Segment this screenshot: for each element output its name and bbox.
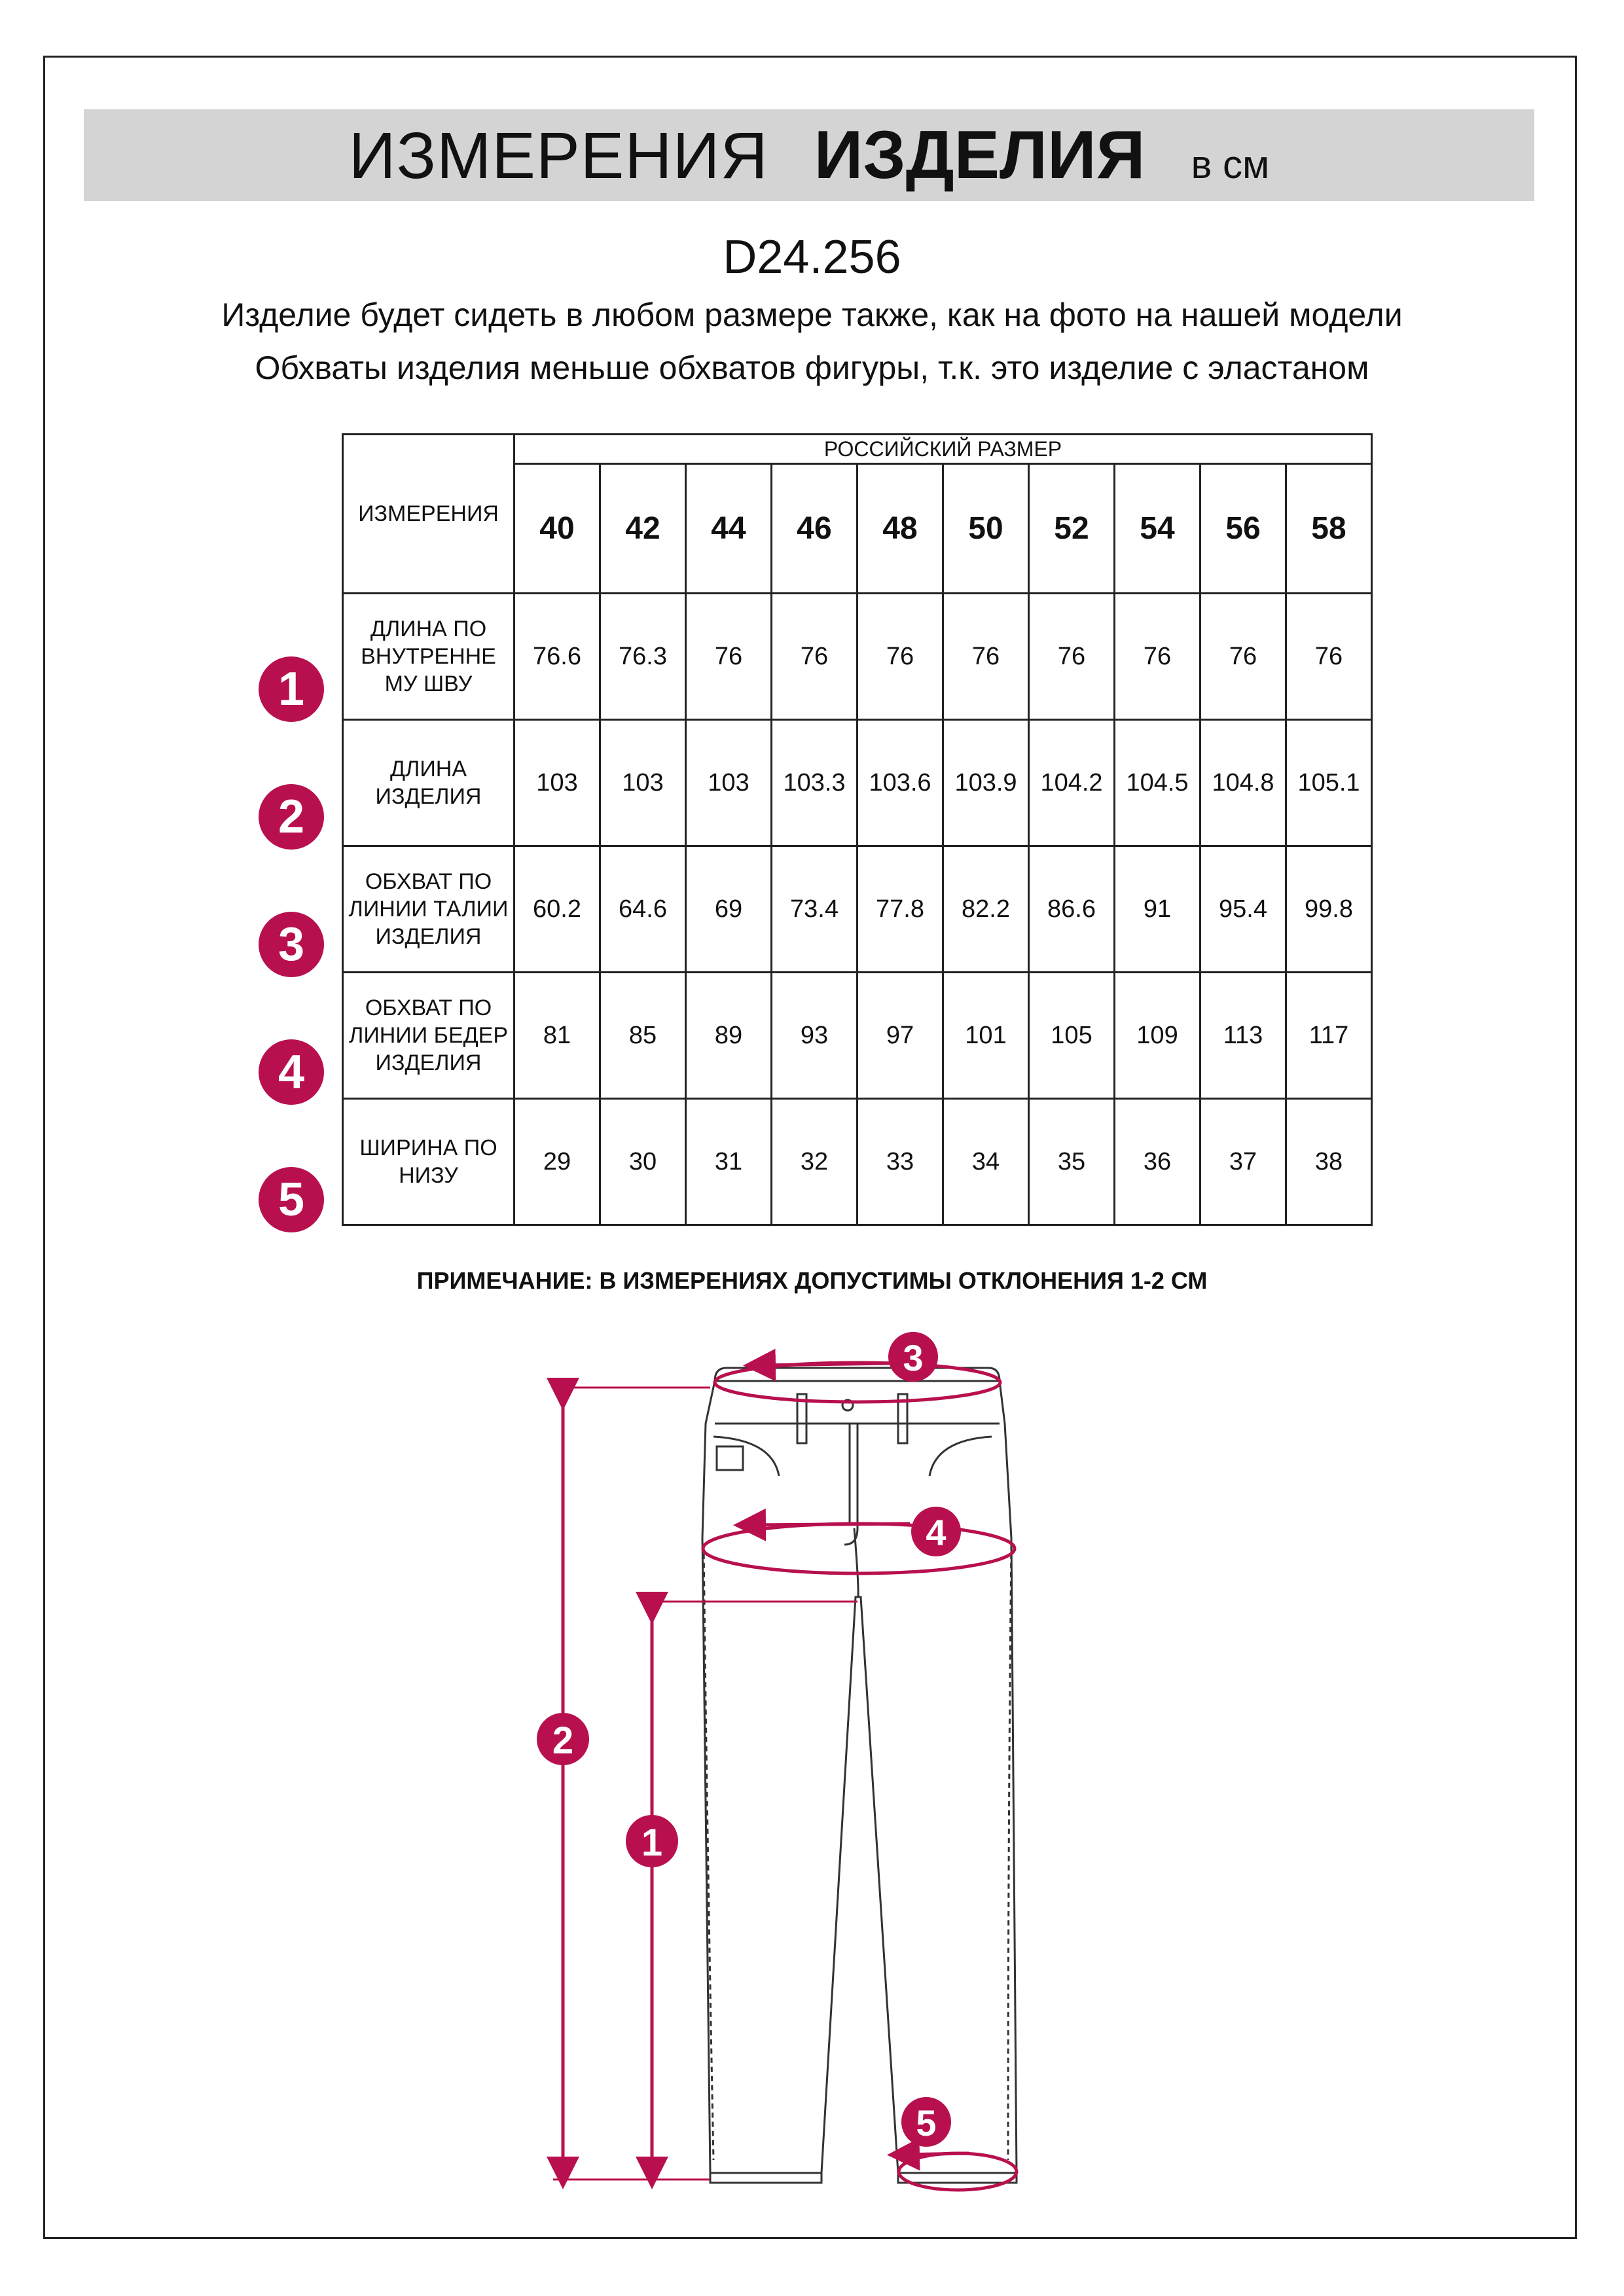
table-cell: 37: [1200, 1099, 1286, 1225]
table-cell: 82.2: [943, 846, 1029, 973]
size-header: 56: [1200, 464, 1286, 594]
table-cell: 97: [857, 973, 943, 1099]
table-cell: 33: [857, 1099, 943, 1225]
table-cell: 104.8: [1200, 720, 1286, 846]
measurements-header: ИЗМЕРЕНИЯ: [343, 435, 514, 594]
title-main: ИЗМЕРЕНИЯ: [348, 119, 768, 192]
hem-ellipse: [899, 2153, 1017, 2190]
row-marker-badge: 2: [259, 784, 324, 850]
table-cell: 109: [1115, 973, 1200, 1099]
diagram-marker-4: [911, 1507, 961, 1556]
table-cell: 76.3: [600, 594, 686, 720]
table-cell: 76: [943, 594, 1029, 720]
table-cell: 93: [772, 973, 857, 1099]
table-cell: 85: [600, 973, 686, 1099]
fit-note-1: Изделие будет сидеть в любом размере также, как на фото на нашей модели: [221, 296, 1403, 333]
size-header: 54: [1115, 464, 1200, 594]
size-header: 58: [1286, 464, 1372, 594]
waist-arrow: [759, 1363, 890, 1365]
table-cell: 76: [1286, 594, 1372, 720]
table-cell: 103.9: [943, 720, 1029, 846]
size-header: 46: [772, 464, 857, 594]
table-cell: 103.3: [772, 720, 857, 846]
title-bold: ИЗДЕЛИЯ: [814, 117, 1146, 193]
size-header: 52: [1029, 464, 1115, 594]
table-cell: 31: [686, 1099, 772, 1225]
row-label: ОБХВАТ ПО ЛИНИИ БЕДЕР ИЗДЕЛИЯ: [343, 973, 514, 1099]
table-cell: 34: [943, 1099, 1029, 1225]
row-label: ШИРИНА ПО НИЗУ: [343, 1099, 514, 1225]
svg-text:3: 3: [903, 1337, 924, 1378]
diagram-marker-3: [888, 1332, 938, 1382]
size-header: 40: [514, 464, 600, 594]
table-cell: 99.8: [1286, 846, 1372, 973]
table-cell: 113: [1200, 973, 1286, 1099]
table-cell: 76: [857, 594, 943, 720]
table-cell: 32: [772, 1099, 857, 1225]
table-cell: 105.1: [1286, 720, 1372, 846]
size-header: 44: [686, 464, 772, 594]
svg-text:5: 5: [916, 2102, 937, 2144]
table-cell: 103: [600, 720, 686, 846]
diagram-marker-1: [626, 1815, 678, 1867]
size-header: 48: [857, 464, 943, 594]
table-cell: 76: [772, 594, 857, 720]
table-cell: 104.2: [1029, 720, 1115, 846]
table-cell: 36: [1115, 1099, 1200, 1225]
hip-ellipse: [703, 1524, 1015, 1573]
table-cell: 103: [686, 720, 772, 846]
jeans-outline: [702, 1368, 1017, 2183]
table-cell: 91: [1115, 846, 1200, 973]
diagram-marker-2: [537, 1713, 589, 1765]
hip-arrow: [749, 1524, 910, 1525]
table-cell: 103.6: [857, 720, 943, 846]
row-label: ОБХВАТ ПО ЛИНИИ ТАЛИИ ИЗДЕЛИЯ: [343, 846, 514, 973]
table-cell: 29: [514, 1099, 600, 1225]
table-cell: 117: [1286, 973, 1372, 1099]
table-cell: 76: [1029, 594, 1115, 720]
table-cell: 101: [943, 973, 1029, 1099]
table-cell: 104.5: [1115, 720, 1200, 846]
row-marker-badge: 3: [259, 912, 324, 977]
row-marker-badge: 4: [259, 1039, 324, 1105]
table-cell: 69: [686, 846, 772, 973]
svg-text:4: 4: [926, 1512, 947, 1553]
row-label: ДЛИНА ПО ВНУТРЕННЕ МУ ШВУ: [343, 594, 514, 720]
table-cell: 105: [1029, 973, 1115, 1099]
svg-text:1: 1: [641, 1821, 663, 1864]
table-cell: 60.2: [514, 846, 600, 973]
table-cell: 38: [1286, 1099, 1372, 1225]
fit-note-2: Обхваты изделия меньше обхватов фигуры, т.к. это изделие с эластаном: [255, 350, 1369, 386]
table-cell: 73.4: [772, 846, 857, 973]
table-cell: 89: [686, 973, 772, 1099]
diagram-marker-5: [901, 2097, 951, 2147]
size-header: 42: [600, 464, 686, 594]
row-marker-badge: 1: [259, 656, 324, 722]
row-marker-badge: 5: [259, 1167, 324, 1232]
size-group-header: РОССИЙСКИЙ РАЗМЕР: [514, 435, 1372, 464]
size-header: 50: [943, 464, 1029, 594]
table-cell: 95.4: [1200, 846, 1286, 973]
table-cell: 64.6: [600, 846, 686, 973]
table-cell: 81: [514, 973, 600, 1099]
hem-arrow: [903, 2153, 969, 2155]
table-cell: 77.8: [857, 846, 943, 973]
table-cell: 76: [1200, 594, 1286, 720]
tolerance-note: ПРИМЕЧАНИЕ: В ИЗМЕРЕНИЯХ ДОПУСТИМЫ ОТКЛОНЕНИЯ 1-2 СМ: [416, 1267, 1208, 1294]
table-cell: 30: [600, 1099, 686, 1225]
row-label: ДЛИНА ИЗДЕЛИЯ: [343, 720, 514, 846]
table-cell: 86.6: [1029, 846, 1115, 973]
table-cell: 76: [686, 594, 772, 720]
table-cell: 76: [1115, 594, 1200, 720]
table-cell: 103: [514, 720, 600, 846]
title-unit: в см: [1191, 143, 1270, 187]
table-cell: 76.6: [514, 594, 600, 720]
product-code: D24.256: [723, 231, 901, 283]
table-cell: 35: [1029, 1099, 1115, 1225]
svg-text:2: 2: [552, 1719, 574, 1762]
